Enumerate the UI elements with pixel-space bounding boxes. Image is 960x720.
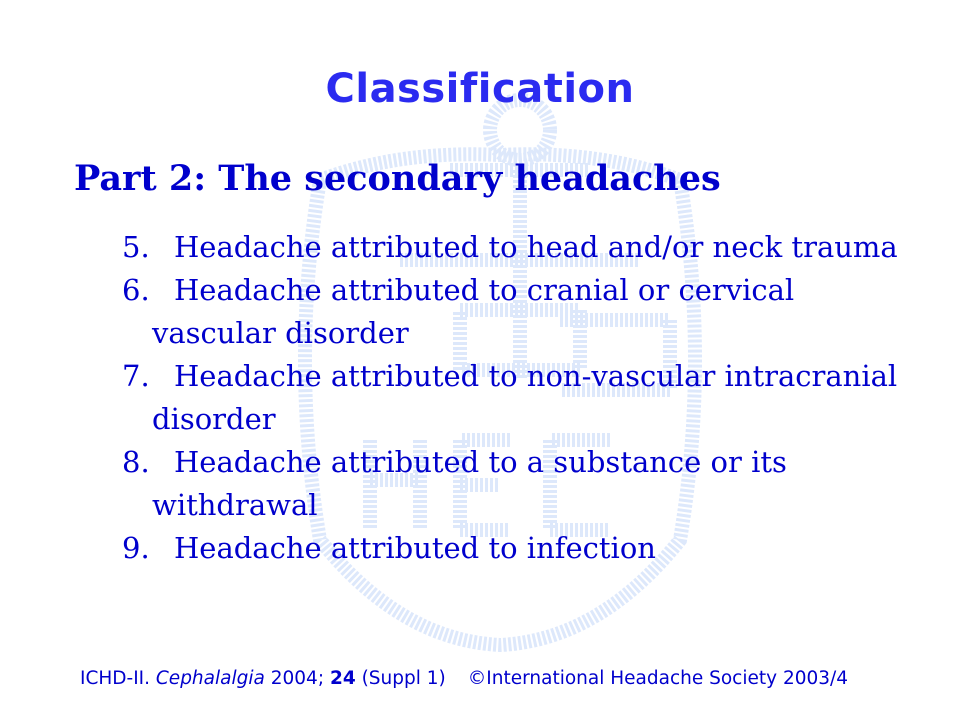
citation-footer [80, 668, 848, 689]
list-item [122, 441, 902, 527]
item-text: Headache attributed to non-vascular intracranial disorder [152, 359, 898, 436]
list-item [122, 355, 902, 441]
slide-subtitle: Part 2: The secondary headaches [74, 158, 721, 199]
list-item [122, 226, 902, 269]
list-item [122, 269, 902, 355]
item-number: 5. [122, 230, 150, 264]
item-text: Headache attributed to head and/or neck trauma [174, 230, 898, 264]
slide-title: Classification [325, 66, 635, 112]
item-number: 9. [122, 531, 150, 565]
footer-copyright: ©International Headache Society 2003/4 [467, 668, 849, 689]
footer-volume: 24 [329, 668, 356, 689]
footer-supplement: (Suppl 1) [361, 668, 446, 689]
headache-category-list [122, 226, 902, 570]
footer-year: 2004; [270, 668, 325, 689]
list-item [122, 527, 902, 570]
item-text: Headache attributed to cranial or cervical vascular disorder [152, 273, 795, 350]
item-number: 8. [122, 445, 150, 479]
footer-source-prefix: ICHD-II. [80, 668, 150, 689]
footer-journal: Cephalalgia [155, 668, 265, 689]
item-text: Headache attributed to infection [174, 531, 656, 565]
item-number: 6. [122, 273, 150, 307]
item-text: Headache attributed to a substance or its withdrawal [152, 445, 787, 522]
item-number: 7. [122, 359, 150, 393]
